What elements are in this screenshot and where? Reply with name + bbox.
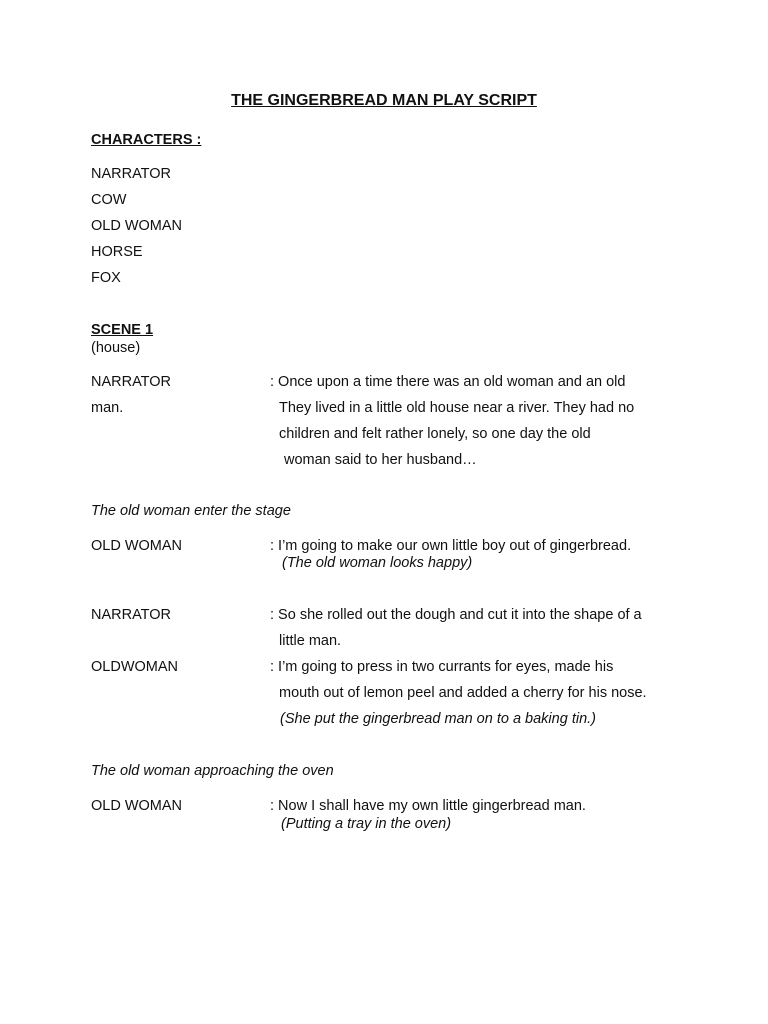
stage-direction: (Putting a tray in the oven) [281, 816, 452, 832]
character-item: NARRATOR [91, 166, 172, 182]
dialogue-line: : I’m going to press in two currants for eyes, made his [270, 659, 614, 675]
page-title: THE GINGERBREAD MAN PLAY SCRIPT [231, 92, 537, 109]
speaker-label: OLD WOMAN [91, 538, 183, 554]
stage-direction: The old woman approaching the oven [91, 763, 334, 779]
stage-direction: (The old woman looks happy) [282, 555, 473, 571]
character-item: OLD WOMAN [91, 218, 183, 234]
dialogue-line: : Once upon a time there was an old woman and an old [270, 374, 626, 390]
dialogue-line: woman said to her husband… [284, 452, 477, 468]
dialogue-line: : So she rolled out the dough and cut it into the shape of a [270, 607, 642, 623]
speaker-label: NARRATOR [91, 374, 172, 390]
speaker-label: OLD WOMAN [91, 798, 183, 814]
dialogue-line: mouth out of lemon peel and added a cherry for his nose. [279, 685, 647, 701]
character-item: FOX [91, 270, 121, 286]
character-item: HORSE [91, 244, 143, 260]
dialogue-line: : I’m going to make our own little boy out of gingerbread. [270, 538, 632, 554]
speaker-label: OLDWOMAN [91, 659, 178, 675]
dialogue-line: children and felt rather lonely, so one day the old [279, 426, 591, 442]
dialogue-line: : Now I shall have my own little gingerbread man. [270, 798, 586, 814]
dialogue-line: They lived in a little old house near a river. They had no [279, 400, 635, 416]
scene-setting: (house) [91, 340, 141, 356]
character-item: COW [91, 192, 127, 208]
scene-heading: SCENE 1 [91, 322, 154, 338]
stage-direction: (She put the gingerbread man on to a baking tin.) [280, 711, 596, 727]
speaker-label: NARRATOR [91, 607, 172, 623]
characters-heading: CHARACTERS : [91, 132, 202, 148]
speaker-label: man. [91, 400, 124, 416]
dialogue-line: little man. [279, 633, 342, 649]
stage-direction: The old woman enter the stage [91, 503, 291, 519]
